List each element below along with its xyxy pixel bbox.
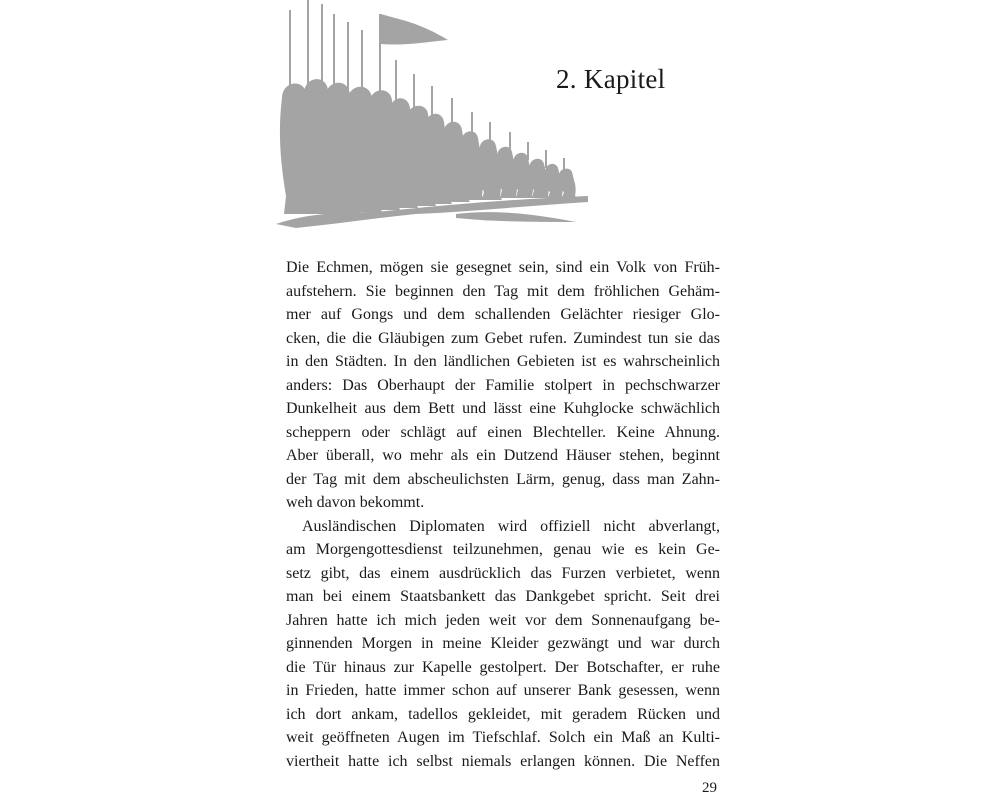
text-line: Dunkelheit aus dem Bett und lässt eine Kuhglocke schwächlich — [286, 400, 720, 417]
text-line: die Tür hinaus zur Kapelle gestolpert. Der Botschafter, er ruhe — [286, 658, 720, 676]
paragraph-2 — [286, 515, 720, 774]
text-line: weit geöffneten Augen im Tiefschlaf. Solch ein Maß an Kulti- — [286, 729, 720, 746]
army-of-spearmen-with-banner-icon — [276, 0, 588, 232]
text-line: viertheit hatte ich selbst niemals erlangen können. Die Neffen — [286, 752, 720, 770]
paragraph-1 — [286, 256, 720, 515]
text-line: in den Städten. In den ländlichen Gebieten ist es wahrscheinlich — [286, 353, 720, 370]
text-line: cken, die die Gläubigen zum Gebet rufen. Zumindest tun sie das — [286, 329, 720, 347]
text-line: Aber überall, wo mehr als ein Dutzend Häuser stehen, beginnt — [286, 447, 720, 464]
text-line: in Frieden, hatte immer schon auf unserer Bank gesessen, wenn — [286, 682, 720, 699]
text-line: mer auf Gongs und dem schallenden Gelächter riesiger Glo- — [286, 306, 720, 323]
text-line: Jahren hatte ich mich jeden weit vor dem Sonnenaufgang be- — [286, 611, 720, 629]
chapter-title: 2. Kapitel — [556, 64, 666, 94]
body-text — [286, 256, 720, 773]
text-line: ginnenden Morgen in meine Kleider gezwängt und war durch — [286, 635, 720, 652]
text-line: aufstehern. Sie beginnen den Tag mit dem fröhlichen Gehäm- — [286, 282, 720, 300]
text-line: ich dort ankam, tadellos gekleidet, mit geradem Rücken und — [286, 705, 720, 723]
text-line: weh davon bekommt. — [286, 494, 425, 511]
text-line: am Morgengottesdienst teilzunehmen, genau wie es kein Ge- — [286, 541, 720, 558]
text-line: der Tag mit dem abscheulichsten Lärm, genug, dass man Zahn- — [286, 470, 720, 488]
text-line: anders: Das Oberhaupt der Familie stolpert in pechschwarzer — [286, 376, 720, 394]
page-number: 29 — [702, 780, 717, 796]
text-line: man bei einem Staatsbankett das Dankgebet spricht. Seit drei — [286, 588, 720, 605]
text-line: Ausländischen Diplomaten wird offiziell nicht abverlangt, — [302, 517, 720, 535]
text-line: setz gibt, das einem ausdrücklich das Furzen verbietet, wenn — [286, 564, 720, 582]
text-line: scheppern oder schlägt auf einen Blechteller. Keine Ahnung. — [286, 423, 720, 441]
text-line: Die Echmen, mögen sie gesegnet sein, sind ein Volk von Früh- — [286, 259, 720, 276]
